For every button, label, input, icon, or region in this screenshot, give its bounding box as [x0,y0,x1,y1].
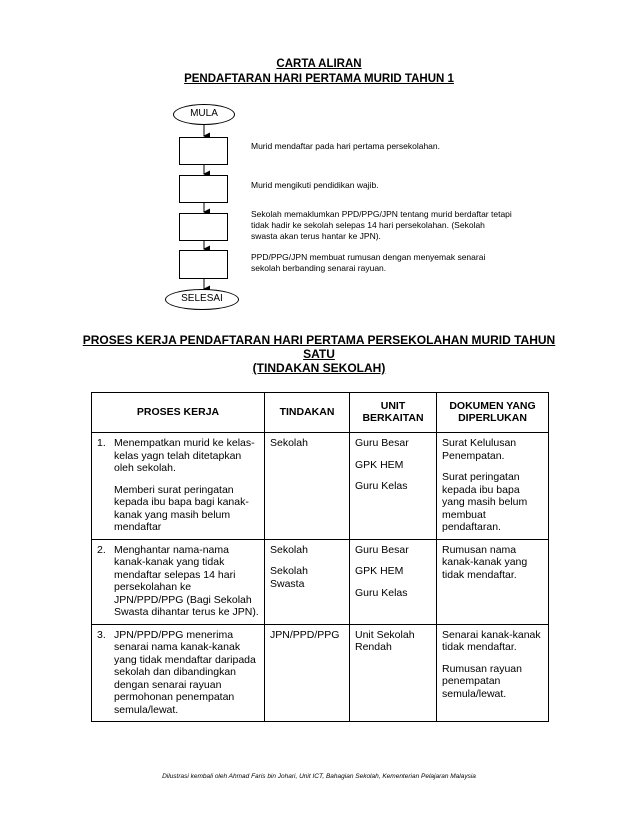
flowchart-title: CARTA ALIRAN [276,58,362,70]
unit-cell [350,624,437,722]
footer-credit: Dilustrasi kembali oleh Ahmad Faris bin Johari, Unit ICT, Bahagian Sekolah, Kementerian Pelajaran Malaysia [162,773,476,780]
unit-text: GPK HEM [355,565,404,577]
flowchart-step-3-text: Sekolah memaklumkan PPD/PPG/JPN tentang murid berdaftar tetapi tidak hadir ke sekolah selepas 14 hari persekolahan. (Sekolah swasta akan terus hantar ke JPN). [251,209,512,241]
unit-cell [350,433,437,540]
tindakan-cell [265,433,350,540]
unit-cell [350,539,437,624]
table-row [92,433,549,540]
dokumen-text: Surat peringatan kepada ibu bapa yang masih belum membuat pendaftaran. [442,471,528,533]
proses-text: JPN/PPD/PPG menerima senarai nama kanak-kanak yang tidak mendaftar daripada sekolah dan dibandingkan dengan senarai rayuan permohonan penempatan semula/lewat. [114,628,256,716]
proses-cell [92,433,265,540]
dokumen-cell [437,539,549,624]
proses-text: Menghantar nama-nama kanak-kanak yang tidak mendaftar selepas 14 hari persekolahan ke JPN/PPD/PPG (Bagi Sekolah Swasta dihantar terus ke JPN). [114,543,259,618]
tindakan-cell [265,624,350,722]
table-row [92,624,549,722]
unit-text: Guru Kelas [355,480,408,492]
dokumen-text: Rumusan nama kanak-kanak yang tidak mendaftar. [442,543,528,581]
unit-text: Unit Sekolah Rendah [355,628,415,653]
dokumen-cell [437,624,549,722]
flowchart-step-1-text: Murid mendaftar pada hari pertama persekolahan. [251,141,440,151]
tindakan-text: Sekolah [270,543,308,556]
flowchart-subtitle: PENDAFTARAN HARI PERTAMA MURID TAHUN 1 [184,73,454,85]
dokumen-cell [437,433,549,540]
row-number: 2. [97,543,106,556]
header-tindakan: TINDAKAN [265,393,350,433]
unit-text: Guru Kelas [355,586,408,599]
proses-cell [92,539,265,624]
process-section-title-line2: SATU [303,347,335,361]
row-number: 3. [97,628,106,641]
tindakan-cell [265,539,350,624]
tindakan-text: JPN/PPD/PPG [270,628,340,641]
proses-cell [92,624,265,722]
unit-text: GPK HEM [355,458,404,471]
header-dokumen: DOKUMEN YANG DIPERLUKAN [437,393,549,433]
unit-text: Guru Besar [355,543,409,556]
table-header-row [92,393,549,433]
proses-text: Menempatkan murid ke kelas-kelas yagn telah ditetapkan oleh sekolah. [114,437,255,474]
flowchart-step-2-box [179,175,228,203]
table-row [92,539,549,624]
process-table [91,392,549,722]
flowchart-step-4-text: PPD/PPG/JPN membuat rumusan dengan menyemak senarai sekolah berbanding senarai rayuan. [251,252,486,273]
header-proses-kerja: PROSES KERJA [92,393,265,433]
flowchart-step-1-box [179,137,228,165]
flowchart-step-4-box [179,250,228,279]
proses-text: Memberi surat peringatan kepada ibu bapa bagi kanak-kanak yang masih belum mendaftar [114,483,249,533]
dokumen-text: Surat Kelulusan Penempatan. [442,437,517,462]
process-section-title-line1: PROSES KERJA PENDAFTARAN HARI PERTAMA PERSEKOLAHAN MURID TAHUN [82,333,556,347]
tindakan-text: Sekolah [270,437,308,449]
header-unit-berkaitan: UNIT BERKAITAN [350,393,437,433]
dokumen-text: Rumusan rayuan penempatan semula/lewat. [442,662,522,700]
tindakan-text: Sekolah Swasta [270,565,308,590]
flowchart-step-3-box [179,213,228,241]
dokumen-text: Senarai kanak-kanak tidak mendaftar. [442,628,541,653]
unit-text: Guru Besar [355,437,409,449]
flowchart-start-oval: MULA [173,104,235,125]
process-section-title-line3: (TINDAKAN SEKOLAH) [252,361,386,375]
flowchart-connectors [0,0,638,330]
row-number: 1. [97,437,106,449]
flowchart-step-2-text: Murid mengikuti pendidikan wajib. [251,180,379,190]
flowchart-end-oval: SELESAI [165,289,239,310]
